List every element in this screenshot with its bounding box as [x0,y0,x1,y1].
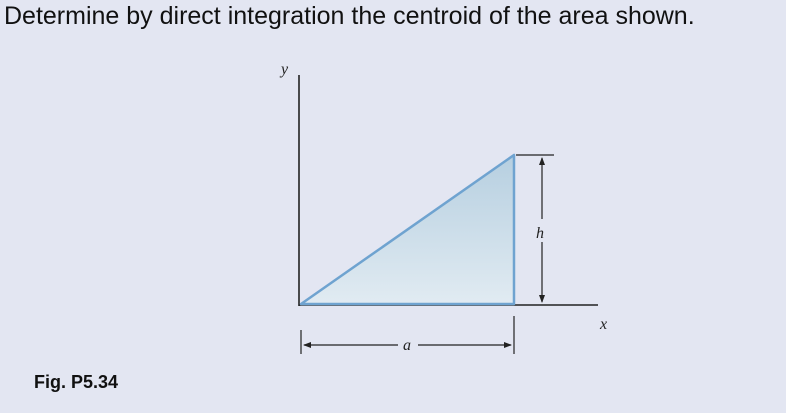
width-label: a [403,337,411,354]
y-axis-label: y [281,61,289,78]
question-text: Determine by direct integration the centroid of the area shown. [4,2,695,30]
height-label: h [536,225,544,242]
triangle-area [301,155,514,304]
figure-label: Fig. P5.34 [34,372,119,392]
x-axis-label: x [600,316,608,333]
